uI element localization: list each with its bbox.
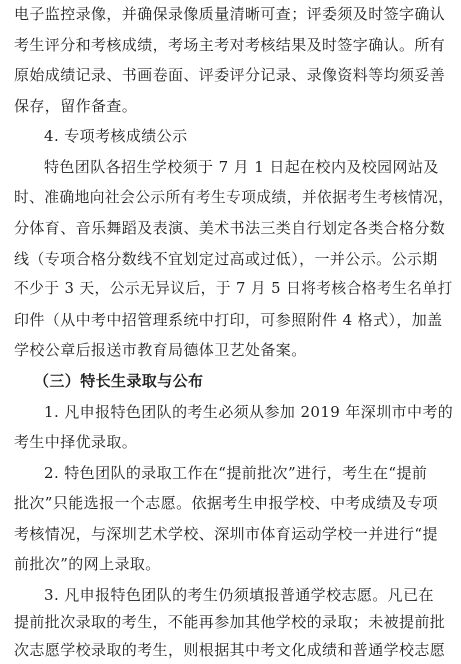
text-line-14: 1. 凡申报特色团队的考生必须从参加 2019 年深圳市中考的	[44, 403, 454, 421]
text-line-18: 考核情况，与深圳艺术学校、深圳市体育运动学校一并进行“提	[14, 525, 438, 543]
text-line-12: 学校公章后报送市教育局德体卫艺处备案。	[14, 341, 307, 359]
text-line-20: 3. 凡申报特色团队的考生仍须填报普通学校志愿。凡已在	[44, 586, 434, 604]
text-line-9: 线（专项合格分数线不宜划定过高或过低），一并公示。公示期	[14, 250, 438, 268]
text-line-22: 次志愿学校录取的考生，则根据其中考文化成绩和普通学校志愿	[14, 641, 446, 659]
text-line-11: 印件（从中考中招管理系统中打印，可参照附件 4 格式），加盖	[14, 311, 443, 329]
text-line-3: 原始成绩记录、书画卷面、评委评分记录、录像资料等均须妥善	[14, 66, 446, 84]
text-line-21: 提前批次录取的考生，不能再参加其他学校的录取；未被提前批	[14, 613, 446, 631]
text-line-17: 批次”只能选报一个志愿。依据考生申报学校、中考成绩及专项	[14, 494, 438, 512]
text-line-4: 保存，留作备查。	[14, 97, 138, 115]
text-line-8: 分体育、音乐舞蹈及表演、美术书法三类自行划定各类合格分数	[14, 219, 446, 237]
text-line-1: 电子监控录像，并确保录像质量清晰可查；评委须及时签字确认	[14, 5, 446, 23]
section-heading-3: （三）特长生录取与公布	[34, 372, 204, 390]
text-line-10: 不少于 3 天，公示无异议后，于 7 月 5 日将考核合格考生名单打	[14, 280, 453, 297]
text-line-2: 考生评分和考核成绩，考场主考对考核结果及时签字确认。所有	[14, 36, 446, 54]
text-line-15: 考生中择优录取。	[14, 433, 138, 451]
text-line-7: 时、准确地向社会公示所有考生专项成绩，并依据考生考核情况，	[14, 189, 454, 206]
section-heading-4: 4. 专项考核成绩公示	[44, 127, 188, 145]
text-line-19: 前批次”的网上录取。	[14, 555, 161, 573]
text-line-16: 2. 特色团队的录取工作在“提前批次”进行，考生在“提前	[44, 464, 428, 482]
text-line-6: 特色团队各招生学校须于 7 月 1 日起在校内及校园网站及	[44, 158, 439, 176]
